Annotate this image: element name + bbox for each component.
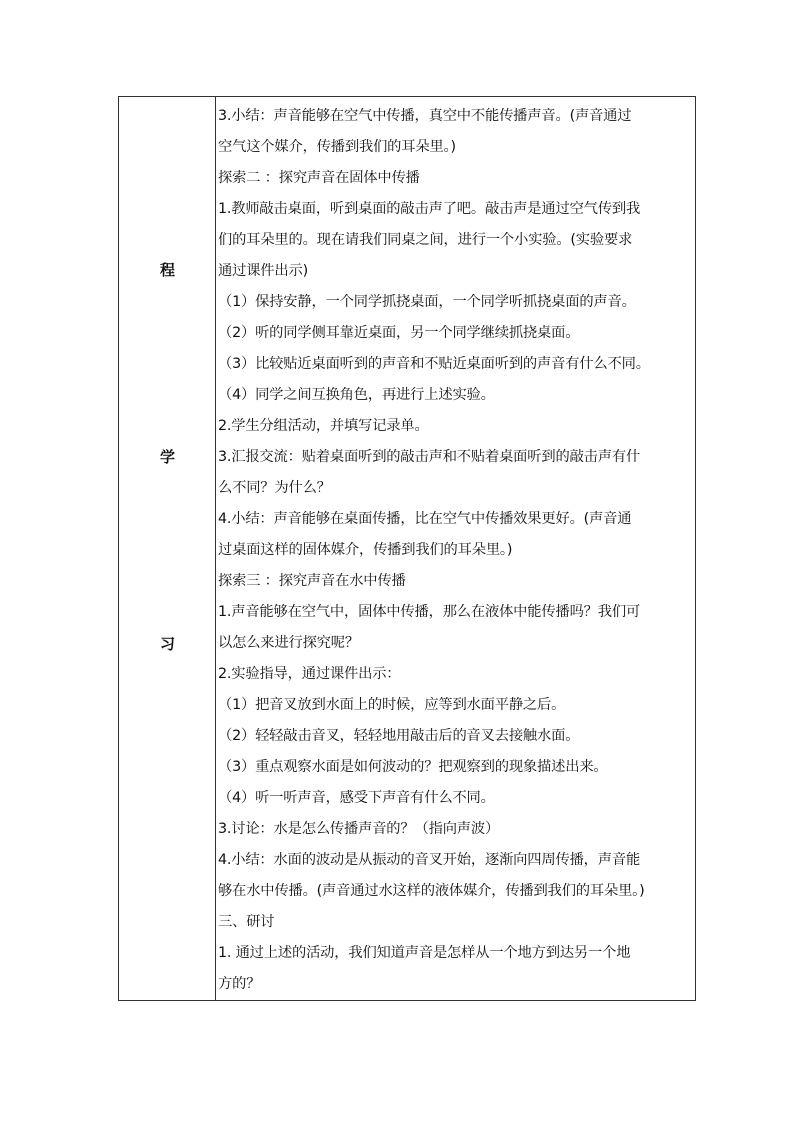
text-line: （4）同学之间互换角色，再进行上述实验。: [218, 387, 495, 403]
side-label-char: 学: [159, 448, 175, 466]
text-line: 4.小结：水面的波动是从振动的音叉开始，逐渐向四周传播，声音能: [218, 852, 641, 868]
section-heading: 探索三 ：探究声音在水中传播: [218, 573, 406, 589]
text-line: 方的？: [218, 976, 261, 992]
lesson-table: [118, 96, 696, 1001]
text-line: （2）听的同学侧耳靠近桌面，另一个同学继续抓挠桌面。: [218, 325, 580, 341]
section-heading: 三、研讨: [218, 914, 275, 930]
text-line: 4.小结：声音能够在桌面传播，比在空气中传播效果更好。(声音通: [218, 511, 632, 527]
text-line: 们的耳朵里的。现在请我们同桌之间，进行一个小实验。(实验要求: [218, 232, 633, 248]
text-line: 3.小结：声音能够在空气中传播，真空中不能传播声音。(声音通过: [218, 108, 632, 124]
side-label-column: [119, 97, 216, 1000]
text-line: 1.教师敲击桌面，听到桌面的敲击声了吧。敲击声是通过空气传到我: [218, 201, 641, 217]
text-line: 空气这个媒介，传播到我们的耳朵里。): [218, 139, 456, 155]
text-line: 3.汇报交流：贴着桌面听到的敲击声和不贴着桌面听到的敲击声有什: [218, 449, 641, 465]
content-column: [216, 97, 695, 1000]
text-line: 通过课件出示): [218, 263, 308, 279]
text-line: 3.讨论：水是怎么传播声音的？（指向声波）: [218, 821, 500, 837]
text-line: 2.实验指导，通过课件出示：: [218, 666, 401, 682]
text-line: 过桌面这样的固体媒介，传播到我们的耳朵里。): [218, 542, 513, 558]
text-line: （1）保持安静，一个同学抓挠桌面，一个同学听抓挠桌面的声音。: [218, 294, 636, 310]
text-line: （3）重点观察水面是如何波动的？把观察到的现象描述出来。: [218, 759, 608, 775]
text-line: 1. 通过上述的活动，我们知道声音是怎样从一个地方到达另一个地: [218, 945, 631, 961]
section-heading: 探索二 ：探究声音在固体中传播: [218, 170, 420, 186]
text-line: （3）比较贴近桌面听到的声音和不贴近桌面听到的声音有什么不同。: [218, 356, 650, 372]
side-label-char: 程: [159, 261, 175, 279]
text-line: 1.声音能够在空气中，固体中传播，那么在液体中能传播吗？我们可: [218, 604, 641, 620]
text-line: 2.学生分组活动，并填写记录单。: [218, 418, 429, 434]
side-label-char: 习: [159, 635, 175, 653]
text-line: （1）把音叉放到水面上的时候，应等到水面平静之后。: [218, 697, 566, 713]
text-line: （2）轻轻敲击音叉，轻轻地用敲击后的音叉去接触水面。: [218, 728, 580, 744]
text-line: 够在水中传播。(声音通过水这样的液体媒介，传播到我们的耳朵里。): [218, 883, 645, 899]
text-line: （4）听一听声音，感受下声音有什么不同。: [218, 790, 495, 806]
text-line: 么不同？为什么？: [218, 480, 331, 496]
text-line: 以怎么来进行探究呢？: [218, 635, 359, 651]
